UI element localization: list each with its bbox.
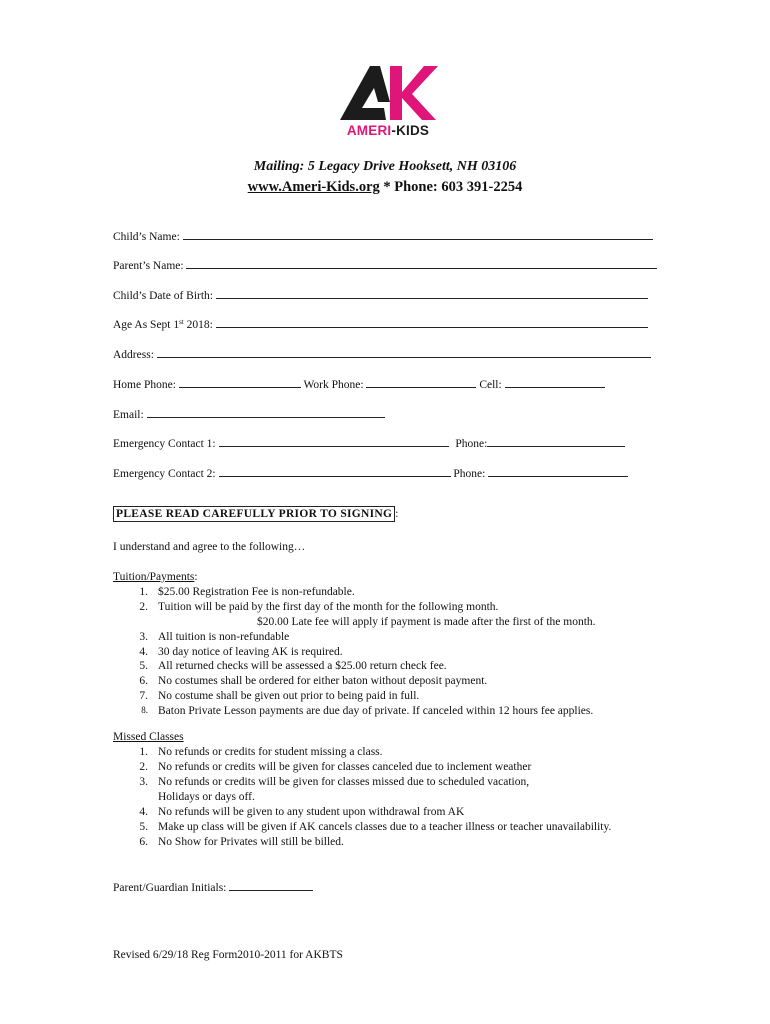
list-number: 3. bbox=[139, 631, 148, 643]
missed-item-3-continuation: Holidays or days off. bbox=[158, 791, 255, 803]
list-number: 4. bbox=[139, 646, 148, 658]
age-as-of-suffix: 2018: bbox=[183, 319, 213, 331]
logo-wordmark-ameri: AMERI bbox=[346, 123, 392, 138]
list-number: 7. bbox=[139, 690, 148, 702]
list-number: 4. bbox=[139, 806, 148, 818]
child-dob-field[interactable] bbox=[113, 288, 648, 302]
parent-name-label: Parent’s Name: bbox=[113, 260, 184, 272]
work-phone-label: Work Phone: bbox=[303, 379, 364, 391]
signing-notice bbox=[113, 508, 399, 520]
tuition-item-3: All tuition is non-refundable bbox=[158, 631, 290, 643]
missed-item-3: No refunds or credits will be given for classes missed due to scheduled vacation, bbox=[158, 776, 530, 788]
tuition-item-5: All returned checks will be assessed a $25.00 return check fee. bbox=[158, 660, 447, 672]
missed-item-5: Make up class will be given if AK cancels classes due to a teacher illness or teacher unavailability. bbox=[158, 821, 612, 833]
contact-separator: * bbox=[379, 179, 395, 195]
logo-wordmark bbox=[332, 123, 444, 138]
tuition-item-4: 30 day notice of leaving AK is required. bbox=[158, 646, 343, 658]
initials-field[interactable] bbox=[113, 880, 313, 894]
logo-wordmark-kids: KIDS bbox=[396, 123, 430, 138]
list-number: 1. bbox=[139, 746, 148, 758]
ameri-kids-logo bbox=[332, 62, 444, 142]
address-field[interactable] bbox=[113, 347, 651, 361]
tuition-heading bbox=[113, 571, 198, 583]
emergency-phone-1-label: Phone: bbox=[455, 438, 488, 450]
emergency-phone-2-blank[interactable] bbox=[488, 466, 628, 477]
initials-label: Parent/Guardian Initials: bbox=[113, 882, 227, 894]
address-label: Address: bbox=[113, 349, 154, 361]
missed-item-2: No refunds or credits will be given for classes canceled due to inclement weather bbox=[158, 761, 532, 773]
tuition-heading-colon: : bbox=[194, 571, 198, 583]
tuition-item-8: Baton Private Lesson payments are due day of private. If canceled within 12 hours fee applies. bbox=[158, 705, 594, 717]
cell-label: Cell: bbox=[479, 379, 502, 391]
list-number: 1. bbox=[139, 586, 148, 598]
home-phone-blank[interactable] bbox=[179, 377, 301, 388]
parent-name-field[interactable] bbox=[113, 258, 657, 272]
missed-item-4: No refunds will be given to any student upon withdrawal from AK bbox=[158, 806, 465, 818]
address-blank[interactable] bbox=[157, 347, 651, 358]
child-dob-blank[interactable] bbox=[216, 288, 648, 299]
email-field[interactable] bbox=[113, 407, 385, 421]
missed-item-6: No Show for Privates will still be billed. bbox=[158, 836, 344, 848]
email-blank[interactable] bbox=[147, 407, 385, 418]
age-as-of-label bbox=[113, 319, 213, 331]
parent-name-blank[interactable] bbox=[186, 258, 657, 269]
age-as-of-sup: st bbox=[179, 318, 184, 326]
list-number: 5. bbox=[139, 660, 148, 672]
ak-logo-mark-icon bbox=[332, 62, 444, 122]
list-number: 5. bbox=[139, 821, 148, 833]
emergency-contact-2-blank[interactable] bbox=[219, 466, 451, 477]
age-as-of-blank[interactable] bbox=[216, 317, 648, 328]
agreement-statement: I understand and agree to the following… bbox=[113, 541, 306, 553]
list-number: 2. bbox=[139, 761, 148, 773]
tuition-item-2: Tuition will be paid by the first day of the month for the following month. bbox=[158, 601, 499, 613]
home-phone-label: Home Phone: bbox=[113, 379, 176, 391]
cell-blank[interactable] bbox=[505, 377, 605, 388]
emergency-contact-2-label: Emergency Contact 2: bbox=[113, 468, 216, 480]
emergency-phone-2-label: Phone: bbox=[453, 468, 486, 480]
tuition-item-6: No costumes shall be ordered for either baton without deposit payment. bbox=[158, 675, 488, 687]
work-phone-blank[interactable] bbox=[366, 377, 476, 388]
list-number: 6. bbox=[139, 836, 148, 848]
logo-wordmark-dash: - bbox=[391, 123, 397, 138]
list-number: 2. bbox=[139, 601, 148, 613]
tuition-item-7: No costume shall be given out prior to being paid in full. bbox=[158, 690, 420, 702]
list-number: 6. bbox=[139, 675, 148, 687]
child-name-label: Child’s Name: bbox=[113, 231, 180, 243]
emergency-contact-2-row bbox=[113, 466, 628, 480]
emergency-phone-1-blank[interactable] bbox=[487, 436, 625, 447]
emergency-contact-1-label: Emergency Contact 1: bbox=[113, 438, 216, 450]
tuition-heading-text: Tuition/Payments bbox=[113, 571, 195, 583]
initials-blank[interactable] bbox=[229, 880, 313, 891]
child-name-blank[interactable] bbox=[183, 229, 653, 240]
list-number: 3. bbox=[139, 776, 148, 788]
late-fee-note: $20.00 Late fee will apply if payment is made after the first of the month. bbox=[257, 616, 596, 628]
revision-footer: Revised 6/29/18 Reg Form2010-2011 for AKBTS bbox=[113, 949, 343, 961]
contact-line bbox=[0, 179, 770, 196]
age-as-of-field[interactable] bbox=[113, 317, 648, 331]
mailing-address: Mailing: 5 Legacy Drive Hooksett, NH 03106 bbox=[253, 159, 517, 174]
missed-classes-heading: Missed Classes bbox=[113, 731, 184, 743]
phone-number: Phone: 603 391-2254 bbox=[394, 179, 523, 195]
child-dob-label: Child’s Date of Birth: bbox=[113, 290, 213, 302]
signing-notice-heading: PLEASE READ CAREFULLY PRIOR TO SIGNING bbox=[113, 506, 395, 522]
emergency-contact-1-blank[interactable] bbox=[219, 436, 449, 447]
missed-item-1: No refunds or credits for student missing a class. bbox=[158, 746, 383, 758]
list-number: 8. bbox=[141, 705, 148, 715]
child-name-field[interactable] bbox=[113, 229, 653, 243]
signing-notice-colon: : bbox=[395, 508, 399, 520]
emergency-contact-1-row bbox=[113, 436, 625, 450]
email-label: Email: bbox=[113, 409, 144, 421]
phones-row bbox=[113, 377, 605, 391]
age-as-of-prefix: Age As Sept 1 bbox=[113, 319, 180, 331]
tuition-item-1: $25.00 Registration Fee is non-refundable. bbox=[158, 586, 355, 598]
website-link[interactable]: www.Ameri-Kids.org bbox=[247, 179, 380, 195]
